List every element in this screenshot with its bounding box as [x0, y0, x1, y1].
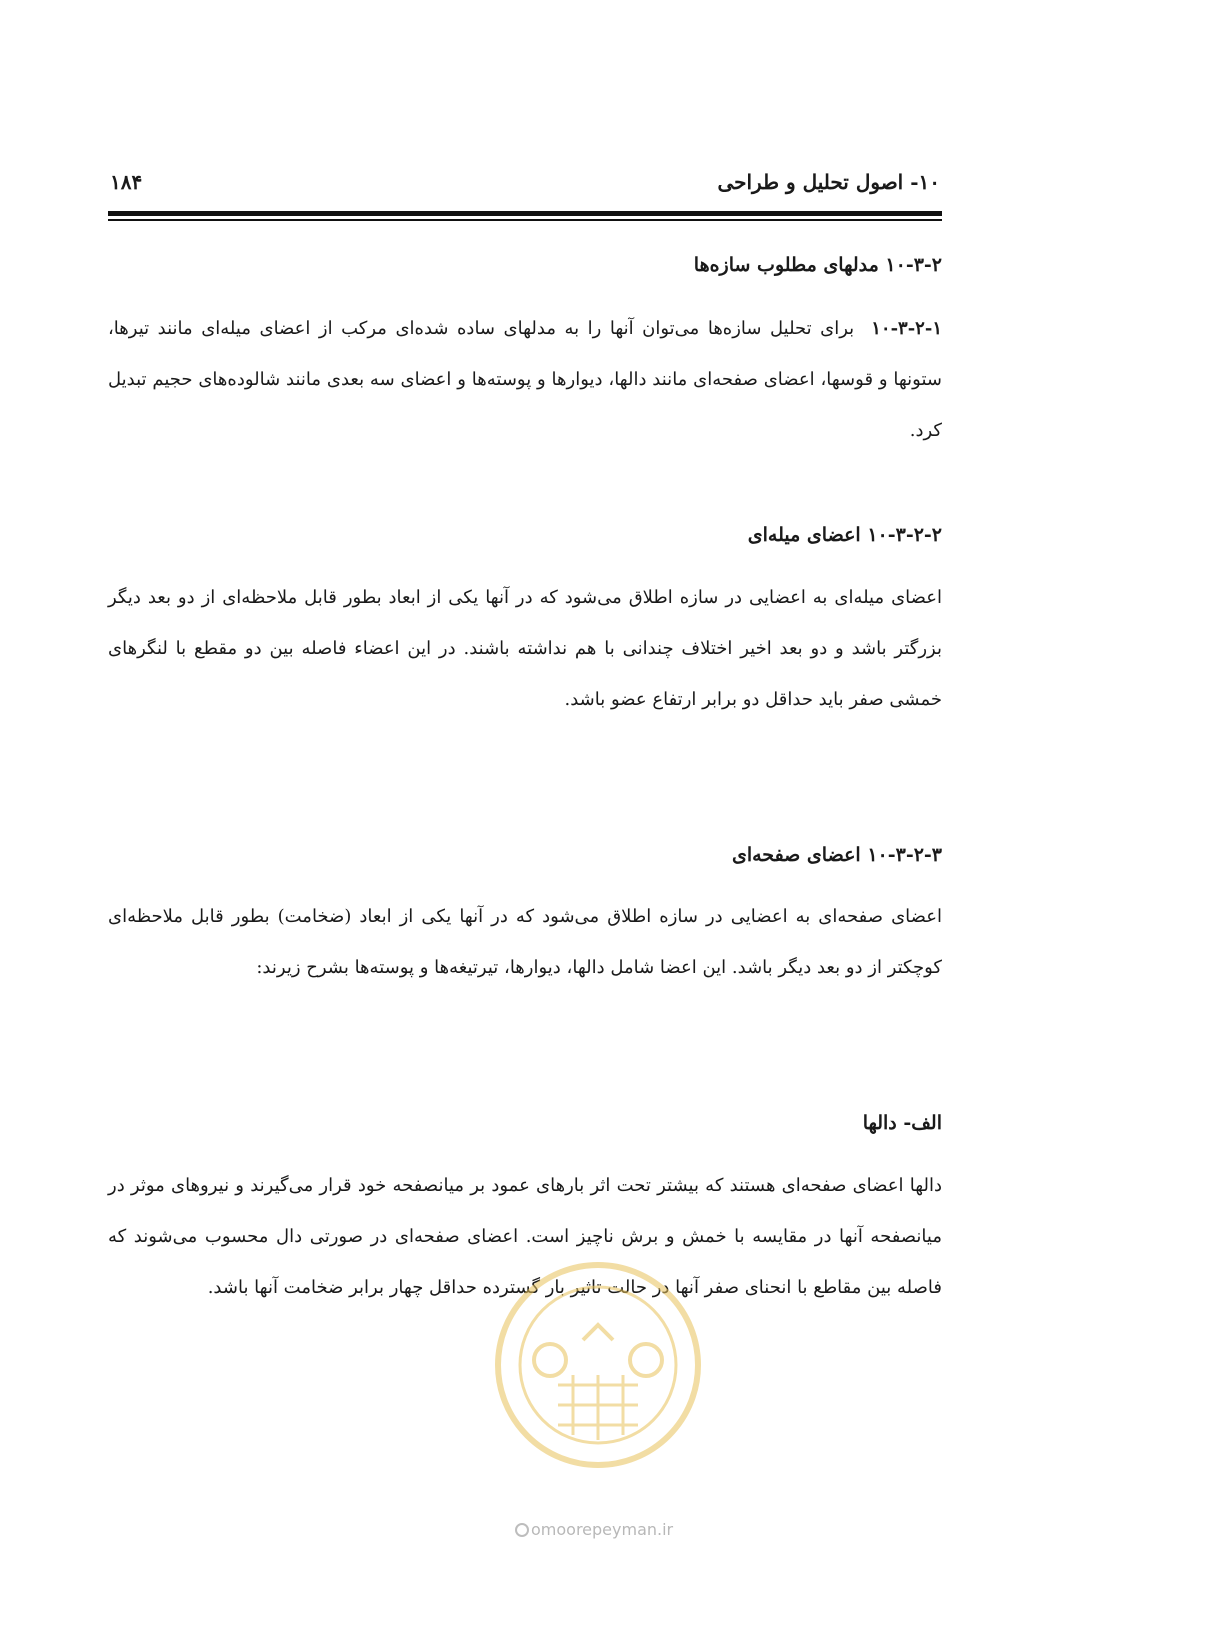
section-heading: ۱۰-۳-۲ مدلهای مطلوب سازه‌ها [693, 254, 942, 276]
watermark-site [515, 1520, 695, 1539]
seal-icon [488, 1255, 708, 1475]
section-linear-members-body [108, 572, 942, 725]
paragraph-text: برای تحلیل سازه‌ها می‌توان آنها را به مدلهای ساده شده‌ای مرکب از اعضای میله‌ای مانند تیرها، ستونها و قوسها، اعضای صفحه‌ای مانند دالها، دیوارها و پوسته‌ها و اعضای سه بعدی مانند شالوده‌های حجیم تبدیل کرد. [108, 318, 942, 441]
header-rule-thick [108, 211, 942, 216]
section-linear-members [108, 520, 942, 550]
paragraph-text: اعضای میله‌ای به اعضایی در سازه اطلاق می‌شود که در آنها یکی از ابعاد بطور قابل ملاحظه‌ای از دو بعد دیگر بزرگتر باشد و دو بعد اخیر اختلاف چندانی با هم نداشته باشند. در این اعضاء فاصله بین دو مقطع با لنگرهای خمشی صفر باید حداقل دو برابر ارتفاع عضو باشد. [108, 587, 942, 710]
at-icon [515, 1523, 529, 1537]
section-plate-members [108, 840, 942, 870]
paragraph-text: دالها اعضای صفحه‌ای هستند که بیشتر تحت اثر بارهای عمود بر میانصفحه خود قرار می‌گیرند و نیروهای موثر در میانصفحه آنها در مقایسه با خمش و برش ناچیز است. اعضای صفحه‌ای در صورتی دال محسوب می‌شوند که فاصله بین مقاطع با انحنای صفر آنها در حالت تاثیر بار گسترده حداقل چهار برابر ضخامت آنها باشد. [108, 1175, 942, 1298]
watermark-site-text: omoorepeyman.ir [531, 1520, 674, 1539]
chapter-title: ۱۰- اصول تحلیل و طراحی [717, 170, 940, 194]
section-slabs [108, 1108, 942, 1138]
paragraph-text: اعضای صفحه‌ای به اعضایی در سازه اطلاق می‌شود که در آنها یکی از ابعاد (ضخامت) بطور قابل ملاحظه‌ای کوچکتر از دو بعد دیگر باشد. این اعضا شامل دالها، دیوارها، تیرتیغه‌ها و پوسته‌ها بشرح زیرند: [108, 906, 942, 978]
subsection-heading: الف- دالها [862, 1112, 942, 1134]
paragraph [108, 303, 942, 456]
section-plate-members-body [108, 891, 942, 993]
section-heading: ۱۰-۳-۲-۳ اعضای صفحه‌ای [731, 844, 942, 866]
page-header [110, 170, 940, 200]
page-number: ۱۸۴ [110, 170, 143, 194]
section-heading: ۱۰-۳-۲-۲ اعضای میله‌ای [747, 524, 942, 546]
section-models-body [108, 303, 942, 456]
section-models [108, 250, 942, 280]
header-rule-thin [108, 219, 942, 221]
clause-number: ۱۰-۳-۲-۱ [871, 318, 942, 339]
